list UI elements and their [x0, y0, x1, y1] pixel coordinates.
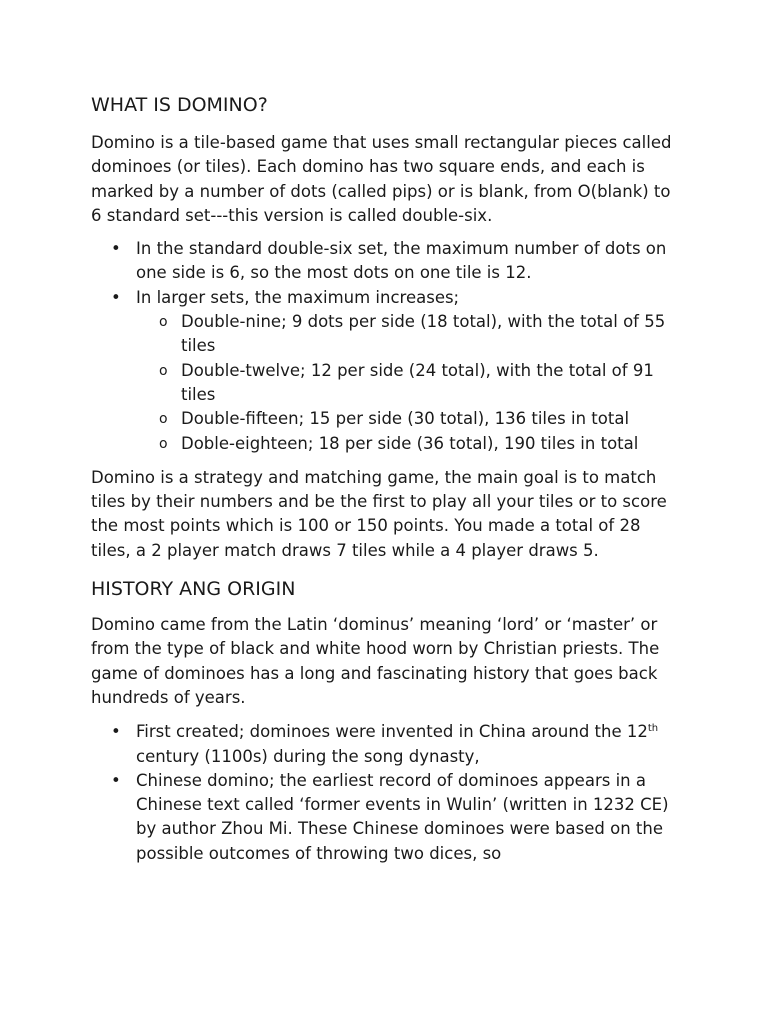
list-item-text-pre: First created; dominoes were invented in China around the 12	[136, 722, 648, 742]
history-list	[91, 720, 681, 866]
heading-what-is-domino: WHAT IS DOMINO?	[91, 94, 268, 116]
intro-paragraph: Domino is a tile-based game that uses small rectangular pieces called dominoes (or tiles). Each domino has two square ends, and each is marked by a number of dots (called pips) or is blank, from O(blank) to 6 standard set---this version is called double-six.	[91, 133, 672, 225]
list-item-text-post: century (1100s) during the song dynasty,	[136, 746, 480, 766]
sub-list-item: o Double-fifteen; 15 per side (30 total), 136 tiles in total	[91, 407, 681, 431]
sub-list-item: o Double-twelve; 12 per side (24 total), with the total of 91 tiles	[91, 359, 681, 408]
list-item-text: In larger sets, the maximum increases;	[136, 287, 460, 307]
larger-sets-list	[91, 310, 681, 456]
sub-list-item: o Doble-eighteen; 18 per side (36 total), 190 tiles in total	[91, 432, 681, 456]
list-item: • Chinese domino; the earliest record of dominoes appears in a Chinese text called ‘former events in Wulin’ (written in 1232 CE) by author Zhou Mi. These Chinese dominoes were based on the possible outcomes of throwing two dices, so	[91, 769, 681, 866]
sub-list-item: o Double-nine; 9 dots per side (18 total), with the total of 55 tiles	[91, 310, 681, 359]
list-item: • In the standard double-six set, the maximum number of dots on one side is 6, so the most dots on one tile is 12.	[91, 237, 681, 286]
strategy-paragraph: Domino is a strategy and matching game, the main goal is to match tiles by their numbers and be the first to play all your tiles or to score the most points which is 100 or 150 points. You made a total of 28 tiles, a 2 player match draws 7 tiles while a 4 player draws 5.	[91, 467, 667, 560]
domino-facts-list	[91, 237, 681, 456]
heading-history-origin: HISTORY ANG ORIGIN	[91, 578, 296, 601]
document-body	[91, 91, 681, 866]
list-item	[91, 720, 681, 769]
history-paragraph: Domino came from the Latin ‘dominus’ meaning ‘lord’ or ‘master’ or from the type of black and white hood worn by Christian priests. The game of dominoes has a long and fascinating history that goes back hundreds of years.	[91, 615, 660, 707]
list-item	[91, 286, 681, 456]
ordinal-suffix: th	[647, 723, 659, 735]
